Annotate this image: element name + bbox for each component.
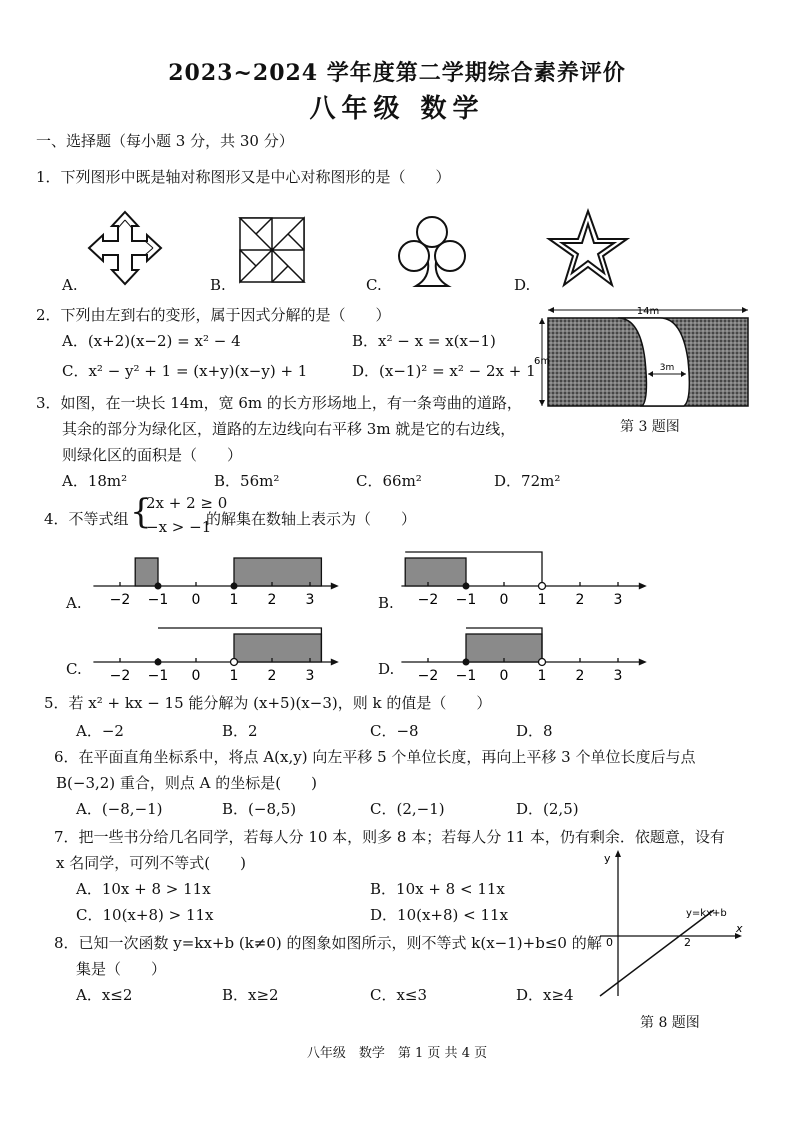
q4-a-shade-1 xyxy=(234,558,321,586)
q4-a-tick-label-4: 2 xyxy=(267,592,277,608)
q4-b-tick-label-2: 0 xyxy=(499,592,509,608)
q4-a-axis-arrow xyxy=(331,583,339,590)
q1-figure-b-pinwheel xyxy=(236,214,308,286)
q4-b-axis-arrow xyxy=(639,583,647,590)
q8-x-axis-label: x xyxy=(736,922,743,935)
q4-b-tick-label-4: 2 xyxy=(575,592,585,608)
q3-option-a: A．18m² xyxy=(62,472,128,490)
q1-stem: 1．下列图形中既是轴对称图形又是中心对称图形的是（ ） xyxy=(36,168,451,186)
q4-a-tick-label-3: 1 xyxy=(229,592,239,608)
q1-option-b-label: B. xyxy=(210,276,226,294)
q4-stem-suffix: 的解集在数轴上表示为（ ） xyxy=(206,510,417,528)
q4-c-solid-dot-0 xyxy=(155,659,162,666)
q3-stem-line2: 其余的部分为绿化区，道路的左边线向右平移 3m 就是它的右边线， xyxy=(62,420,516,438)
q8-origin-label: 0 xyxy=(606,936,613,949)
q3-height-label: 6m xyxy=(534,356,551,367)
q4-b-tick-label-3: 1 xyxy=(537,592,547,608)
q4-a-tick-label-0: −2 xyxy=(109,592,131,608)
page-footer: 八年级 数学 第 1 页 共 4 页 xyxy=(306,1046,488,1061)
q4-stem-prefix: 4．不等式组 xyxy=(44,510,129,528)
q4-a-tick-label-5: 3 xyxy=(305,592,315,608)
q4-d-tick-label-4: 2 xyxy=(575,668,585,684)
q3-figure xyxy=(532,300,752,412)
q4-c-tick-label-3: 1 xyxy=(229,668,239,684)
exam-title: 2023~2024 学年度第二学期综合素养评价 xyxy=(168,60,626,86)
q4-number-lines xyxy=(0,540,794,690)
q5-option-d: D．8 xyxy=(516,722,553,740)
q4-b-tick-label-5: 3 xyxy=(613,592,623,608)
q4-c-tick-label-4: 2 xyxy=(267,668,277,684)
q4-c-tick-label-2: 0 xyxy=(191,668,201,684)
exam-subtitle: 八年级 数学 xyxy=(309,94,485,124)
q3-road-label: 3m xyxy=(659,363,675,373)
q2-option-c: C．x² − y² + 1 = (x+y)(x−y) + 1 xyxy=(62,362,308,380)
q4-a-tick-label-2: 0 xyxy=(191,592,201,608)
q8-line-label: y=kx+b xyxy=(686,908,727,919)
q6-stem-line1: 6．在平面直角坐标系中，将点 A(x,y) 向左平移 5 个单位长度，再向上平移 3 个单位长度后与点 xyxy=(54,748,696,766)
q4-a-tick-label-1: −1 xyxy=(147,592,169,608)
q4-option-a-label: A. xyxy=(66,594,82,612)
q4-d-tick-label-0: −2 xyxy=(417,668,439,684)
q4-d-tick-label-2: 0 xyxy=(499,668,509,684)
q1-figure-a-arrows xyxy=(80,208,170,288)
q4-c-tick-label-1: −1 xyxy=(147,668,169,684)
q8-option-d: D．x≥4 xyxy=(516,986,574,1004)
q3-option-b: B．56m² xyxy=(214,472,280,490)
q2-option-a: A．(x+2)(x−2) = x² − 4 xyxy=(62,332,241,350)
q1-figure-c-club xyxy=(392,212,472,290)
q4-a-solid-dot-1 xyxy=(231,583,238,590)
q6-option-b: B．(−8,5) xyxy=(222,800,297,818)
q4-c-tick-label-5: 3 xyxy=(305,668,315,684)
q4-d-tick-label-3: 1 xyxy=(537,668,547,684)
q4-d-open-dot-0 xyxy=(539,659,546,666)
q4-d-tick-label-5: 3 xyxy=(613,668,623,684)
q3-stem-line3: 则绿化区的面积是（ ） xyxy=(62,446,243,464)
q4-b-shade-0 xyxy=(405,558,466,586)
q3-option-d: D．72m² xyxy=(494,472,561,490)
q7-stem-line2: x 名同学，可列不等式( ) xyxy=(56,854,246,872)
q4-option-c-label: C. xyxy=(66,660,82,678)
q4-d-shade-0 xyxy=(466,634,542,662)
q2-stem: 2．下列由左到右的变形，属于因式分解的是（ ） xyxy=(36,306,391,324)
q3-stem-line1: 3．如图，在一块长 14m，宽 6m 的长方形场地上，有一条弯曲的道路， xyxy=(36,394,522,412)
q4-b-tick-label-1: −1 xyxy=(455,592,477,608)
q4-inequality-2: −x > −1 xyxy=(146,518,212,536)
q8-option-a: A．x≤2 xyxy=(76,986,133,1004)
q5-stem: 5．若 x² + kx − 15 能分解为 (x+5)(x−3)，则 k 的值是（ ） xyxy=(44,694,492,712)
q3-option-c: C．66m² xyxy=(356,472,422,490)
q7-option-a: A．10x + 8 > 11x xyxy=(76,880,211,898)
q6-option-a: A．(−8,−1) xyxy=(76,800,163,818)
q4-d-solid-dot-0 xyxy=(463,659,470,666)
q4-d-axis-arrow xyxy=(639,659,647,666)
q8-stem-line2: 集是（ ） xyxy=(76,960,167,978)
q8-option-c: C．x≤3 xyxy=(370,986,428,1004)
q6-stem-line2: B(−3,2) 重合，则点 A 的坐标是( ) xyxy=(56,774,317,792)
q5-option-b: B．2 xyxy=(222,722,258,740)
q7-stem-line1: 7．把一些书分给几名同学，若每人分 10 本，则多 8 本；若每人分 11 本，仍有剩余．依题意，设有 xyxy=(54,828,725,846)
q4-c-tick-label-0: −2 xyxy=(109,668,131,684)
q6-option-d: D．(2,5) xyxy=(516,800,579,818)
q8-figure xyxy=(590,846,750,1004)
q2-option-d: D．(x−1)² = x² − 2x + 1 xyxy=(352,362,536,380)
q7-option-b: B．10x + 8 < 11x xyxy=(370,880,505,898)
q1-option-d-label: D. xyxy=(514,276,531,294)
section-heading: 一、选择题（每小题 3 分，共 30 分） xyxy=(36,132,294,150)
q7-option-d: D．10(x+8) < 11x xyxy=(370,906,509,924)
q4-d-tick-label-1: −1 xyxy=(455,668,477,684)
q4-b-open-dot-0 xyxy=(539,583,546,590)
q4-inequality-1: 2x + 2 ≥ 0 xyxy=(146,494,228,512)
q4-c-axis-arrow xyxy=(331,659,339,666)
q8-y-axis-label: y xyxy=(604,852,611,865)
q6-option-c: C．(2,−1) xyxy=(370,800,445,818)
q5-option-a: A．−2 xyxy=(76,722,124,740)
q8-stem-line1: 8．已知一次函数 y=kx+b (k≠0) 的图象如图所示，则不等式 k(x−1)+b≤0 的解 xyxy=(54,934,602,952)
q8-intercept-label: 2 xyxy=(684,936,691,949)
q3-width-label: 14m xyxy=(636,306,660,317)
q8-figure-caption: 第 8 题图 xyxy=(640,1015,700,1031)
q4-option-b-label: B. xyxy=(378,594,394,612)
q4-b-tick-label-0: −2 xyxy=(417,592,439,608)
q1-option-a-label: A. xyxy=(62,276,78,294)
q4-a-shade-0 xyxy=(135,558,158,586)
q4-b-solid-dot-0 xyxy=(463,583,470,590)
q4-c-shade-0 xyxy=(234,634,321,662)
q7-option-c: C．10(x+8) > 11x xyxy=(76,906,214,924)
q8-option-b: B．x≥2 xyxy=(222,986,279,1004)
q4-brace: { xyxy=(130,492,152,532)
q1-option-c-label: C. xyxy=(366,276,382,294)
q3-figure-caption: 第 3 题图 xyxy=(620,419,680,435)
q5-option-c: C．−8 xyxy=(370,722,419,740)
q1-figure-d-star xyxy=(546,208,630,290)
q4-c-open-dot-0 xyxy=(231,659,238,666)
q2-option-b: B．x² − x = x(x−1) xyxy=(352,332,496,350)
q4-option-d-label: D. xyxy=(378,660,395,678)
q4-a-solid-dot-0 xyxy=(155,583,162,590)
